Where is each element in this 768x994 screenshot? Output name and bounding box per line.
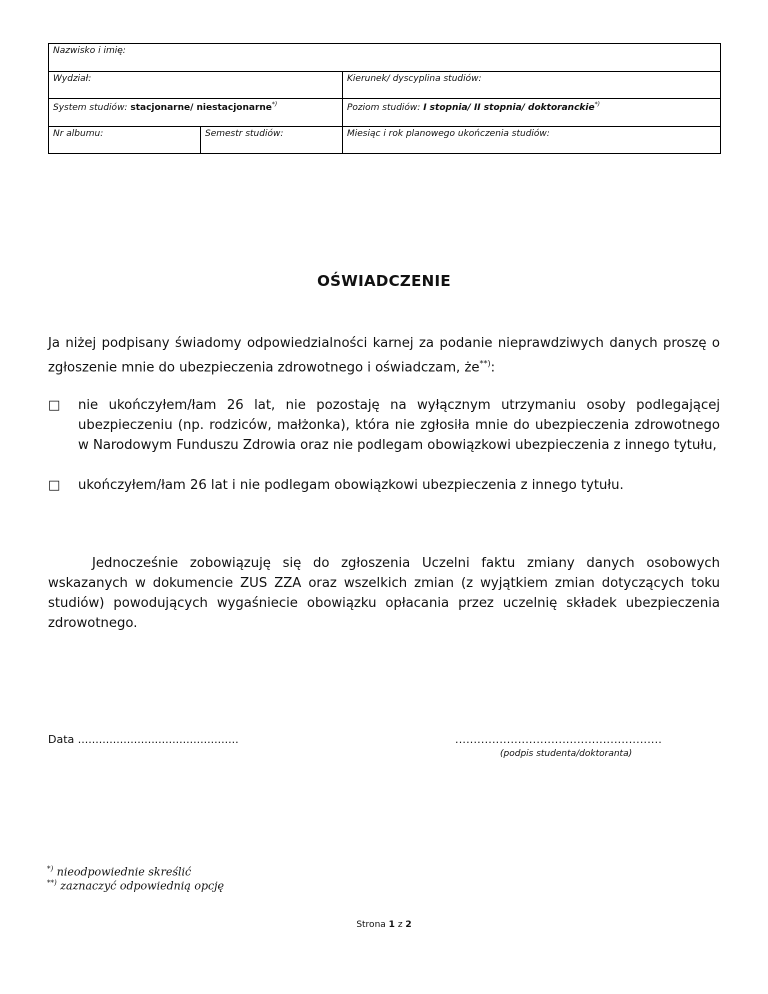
option-under-26	[48, 396, 720, 456]
page-number-current: 1	[388, 920, 395, 930]
name-cell[interactable]	[49, 44, 721, 72]
page-number-sep: z	[397, 920, 403, 930]
signature-caption: (podpis studenta/doktoranta)	[500, 749, 633, 759]
study-level-label: Poziom studiów:	[347, 103, 421, 113]
obligation-paragraph: Jednocześnie zobowiązuję się do zgłoszenia Uczelni faktu zmiany danych osobowych wskazanych w dokumencie ZUS ZZA oraz wszelkich zmian (z wyjątkiem zmian dotyczących toku studiów) powodujących wygaśniecie obowiązku opłacania przez uczelnię składek ubezpieczenia zdrowotnego.	[48, 556, 720, 631]
direction-cell[interactable]	[343, 71, 721, 99]
study-level-value: I stopnia/ II stopnia/ doktoranckie	[423, 103, 595, 113]
graduation-date-label: Miesiąc i rok planowego ukończenia studiów:	[347, 128, 550, 139]
date-field[interactable]: Data ..............................................	[48, 733, 239, 746]
graduation-date-cell[interactable]	[343, 126, 721, 154]
footnote-2-text: zaznaczyć odpowiednią opcję	[60, 879, 225, 893]
declaration-intro	[48, 334, 720, 378]
declaration-intro-colon: :	[490, 360, 496, 376]
footnote-1-text: nieodpowiednie skreślić	[56, 865, 192, 879]
document-title: OŚWIADCZENIE	[317, 272, 451, 290]
option-over-26	[48, 476, 720, 496]
footnote-2-mark: **)	[47, 879, 57, 887]
study-system-cell[interactable]	[49, 99, 343, 127]
name-label: Nazwisko i imię:	[53, 46, 126, 56]
faculty-cell[interactable]	[49, 71, 343, 99]
study-system-value: stacjonarne/ niestacjonarne	[130, 103, 272, 113]
album-number-cell[interactable]	[49, 126, 201, 154]
footnote-2	[47, 879, 224, 893]
study-system-label: System studiów:	[53, 103, 128, 113]
album-number-label: Nr albumu:	[53, 128, 104, 139]
declaration-intro-text: Ja niżej podpisany świadomy odpowiedzialności karnej za podanie nieprawdziwych danych proszę o zgłoszenie mnie do ubezpieczenia zdrowotnego i oświadczam, że	[48, 336, 720, 376]
semester-label: Semestr studiów:	[205, 128, 284, 139]
option-over-26-text: ukończyłem/łam 26 lat i nie podlegam obowiązkowi ubezpieczenia z innego tytułu.	[78, 478, 624, 493]
study-level-footnote-mark: *)	[594, 101, 600, 108]
footnote-1-mark: *)	[47, 865, 54, 873]
checkbox-over-26[interactable]: □	[48, 478, 61, 493]
page-number-total: 2	[405, 920, 412, 930]
page-number-prefix: Strona	[356, 920, 386, 930]
declaration-intro-footnote-mark: **)	[479, 359, 491, 368]
study-level-cell[interactable]	[343, 99, 721, 127]
faculty-label: Wydział:	[53, 73, 92, 84]
page-number	[0, 920, 768, 930]
checkbox-under-26[interactable]: □	[48, 398, 61, 413]
semester-cell[interactable]	[201, 126, 343, 154]
footnote-1	[47, 865, 191, 879]
study-system-footnote-mark: *)	[271, 101, 278, 108]
signature-line[interactable]: ........................................................	[455, 733, 663, 746]
direction-label: Kierunek/ dyscyplina studiów:	[347, 73, 482, 84]
student-info-table	[48, 43, 721, 154]
option-under-26-text: nie ukończyłem/łam 26 lat, nie pozostaję na wyłącznym utrzymaniu osoby podlegającej ubezpieczeniu (np. rodziców, małżonka), która nie zgłosiła mnie do ubezpieczenia zdrowotnego w Narodowym Funduszu Zdrowia oraz nie podlegam obowiązkowi ubezpieczenia z innego tytułu,	[78, 398, 720, 453]
